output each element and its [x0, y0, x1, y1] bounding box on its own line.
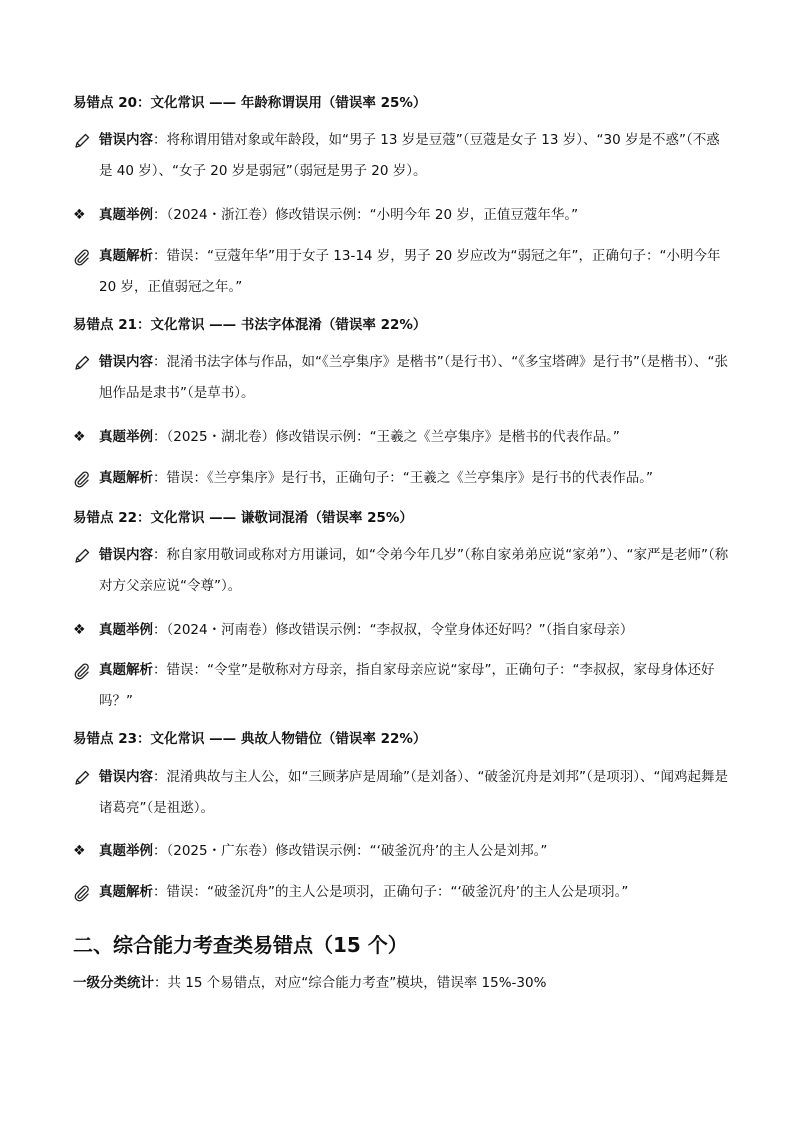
- error-content: [73, 125, 733, 187]
- example-label: 真题举例: [99, 429, 153, 445]
- section-heading: 易错点 21：文化常识 —— 书法字体混淆（错误率 22%）: [73, 317, 427, 333]
- diamond-bullet-icon: ❖: [73, 843, 86, 859]
- summary-label: 一级分类统计: [73, 975, 154, 991]
- analysis-separator: ：: [153, 248, 167, 264]
- error-label: 错误内容: [99, 769, 153, 785]
- error-content: [73, 762, 733, 824]
- analysis-text: 错误：“破釜沉舟”的主人公是项羽，正确句子：“‘破釜沉舟’的主人公是项羽。”: [166, 884, 629, 900]
- error-label: 错误内容: [99, 547, 153, 563]
- diamond-bullet-icon: ❖: [73, 622, 86, 638]
- error-text: 将称谓用错对象或年龄段，如“男子 13 岁是豆蔻”（豆蔻是女子 13 岁）、“30 岁是不惑”（不惑是 40 岁）、“女子 20 岁是弱冠”（弱冠是男子 20 岁）。: [99, 132, 720, 179]
- error-separator: ：: [153, 354, 167, 370]
- summary-text: 共 15 个易错点，对应“综合能力考查”模块，错误率 15%-30%: [167, 975, 547, 991]
- error-label: 错误内容: [99, 354, 153, 370]
- analysis-separator: ：: [153, 884, 167, 900]
- analysis-label: 真题解析: [99, 884, 153, 900]
- exam-analysis: [73, 655, 733, 717]
- error-text: 混淆典故与主人公，如“三顾茅庐是周瑜”（是刘备）、“破釜沉舟是刘邦”（是项羽）、“闻鸡起舞是诸葛亮”（是祖逖）。: [99, 769, 728, 816]
- section-heading: 易错点 23：文化常识 —— 典故人物错位（错误率 22%）: [73, 731, 427, 747]
- exam-analysis: [73, 241, 733, 303]
- analysis-label: 真题解析: [99, 662, 153, 678]
- pencil-icon: [73, 347, 91, 378]
- paperclip-icon: [73, 463, 91, 494]
- example-separator: ：: [153, 207, 167, 223]
- error-text: 混淆书法字体与作品，如“《兰亭集序》是楷书”（是行书）、“《多宝塔碑》是行书”（是楷书）、“张旭作品是隶书”（是草书）。: [99, 354, 728, 401]
- error-separator: ：: [153, 769, 167, 785]
- error-text: 称自家用敬词或称对方用谦词，如“令弟今年几岁”（称自家弟弟应说“家弟”）、“家严是老师”（称对方父亲应说“令尊”）。: [99, 547, 729, 594]
- exam-example: [73, 836, 733, 867]
- analysis-text: 错误：“令堂”是敬称对方母亲，指自家母亲应说“家母”，正确句子：“李叔叔，家母身体还好吗？”: [99, 662, 715, 709]
- exam-analysis: [73, 877, 733, 908]
- example-label: 真题举例: [99, 622, 153, 638]
- section-heading: 易错点 22：文化常识 —— 谦敬词混淆（错误率 25%）: [73, 510, 413, 526]
- pencil-icon: [73, 540, 91, 571]
- exam-example: [73, 422, 733, 453]
- example-separator: ：: [153, 429, 167, 445]
- part-title: 二、综合能力考查类易错点（15 个）: [73, 933, 408, 957]
- example-text: （2024・浙江卷）修改错误示例：“小明今年 20 岁，正值豆蔻年华。”: [166, 207, 579, 223]
- example-separator: ：: [153, 843, 167, 859]
- example-label: 真题举例: [99, 843, 153, 859]
- paperclip-icon: [73, 241, 91, 272]
- summary-separator: ：: [154, 975, 168, 991]
- example-text: （2024・河南卷）修改错误示例：“李叔叔，令堂身体还好吗？”（指自家母亲）: [166, 622, 634, 638]
- pencil-icon: [73, 762, 91, 793]
- example-text: （2025・广东卷）修改错误示例：“‘破釜沉舟’的主人公是刘邦。”: [166, 843, 548, 859]
- example-label: 真题举例: [99, 207, 153, 223]
- error-separator: ：: [153, 547, 167, 563]
- example-separator: ：: [153, 622, 167, 638]
- diamond-bullet-icon: ❖: [73, 429, 86, 445]
- analysis-text: 错误：《兰亭集序》是行书，正确句子：“王羲之《兰亭集序》是行书的代表作品。”: [166, 470, 653, 486]
- analysis-label: 真题解析: [99, 248, 153, 264]
- error-content: [73, 347, 733, 409]
- error-content: [73, 540, 733, 602]
- diamond-bullet-icon: ❖: [73, 207, 86, 223]
- pencil-icon: [73, 125, 91, 156]
- exam-example: [73, 615, 733, 646]
- category-summary: [73, 968, 546, 999]
- analysis-separator: ：: [153, 662, 167, 678]
- analysis-text: 错误：“豆蔻年华”用于女子 13-14 岁，男子 20 岁应改为“弱冠之年”，正确句子：“小明今年 20 岁，正值弱冠之年。”: [99, 248, 721, 295]
- paperclip-icon: [73, 655, 91, 686]
- paperclip-icon: [73, 877, 91, 908]
- error-separator: ：: [153, 132, 167, 148]
- error-label: 错误内容: [99, 132, 153, 148]
- exam-example: [73, 200, 733, 231]
- section-heading: 易错点 20：文化常识 —— 年龄称谓误用（错误率 25%）: [73, 95, 427, 111]
- exam-analysis: [73, 463, 733, 494]
- example-text: （2025・湖北卷）修改错误示例：“王羲之《兰亭集序》是楷书的代表作品。”: [166, 429, 620, 445]
- analysis-separator: ：: [153, 470, 167, 486]
- analysis-label: 真题解析: [99, 470, 153, 486]
